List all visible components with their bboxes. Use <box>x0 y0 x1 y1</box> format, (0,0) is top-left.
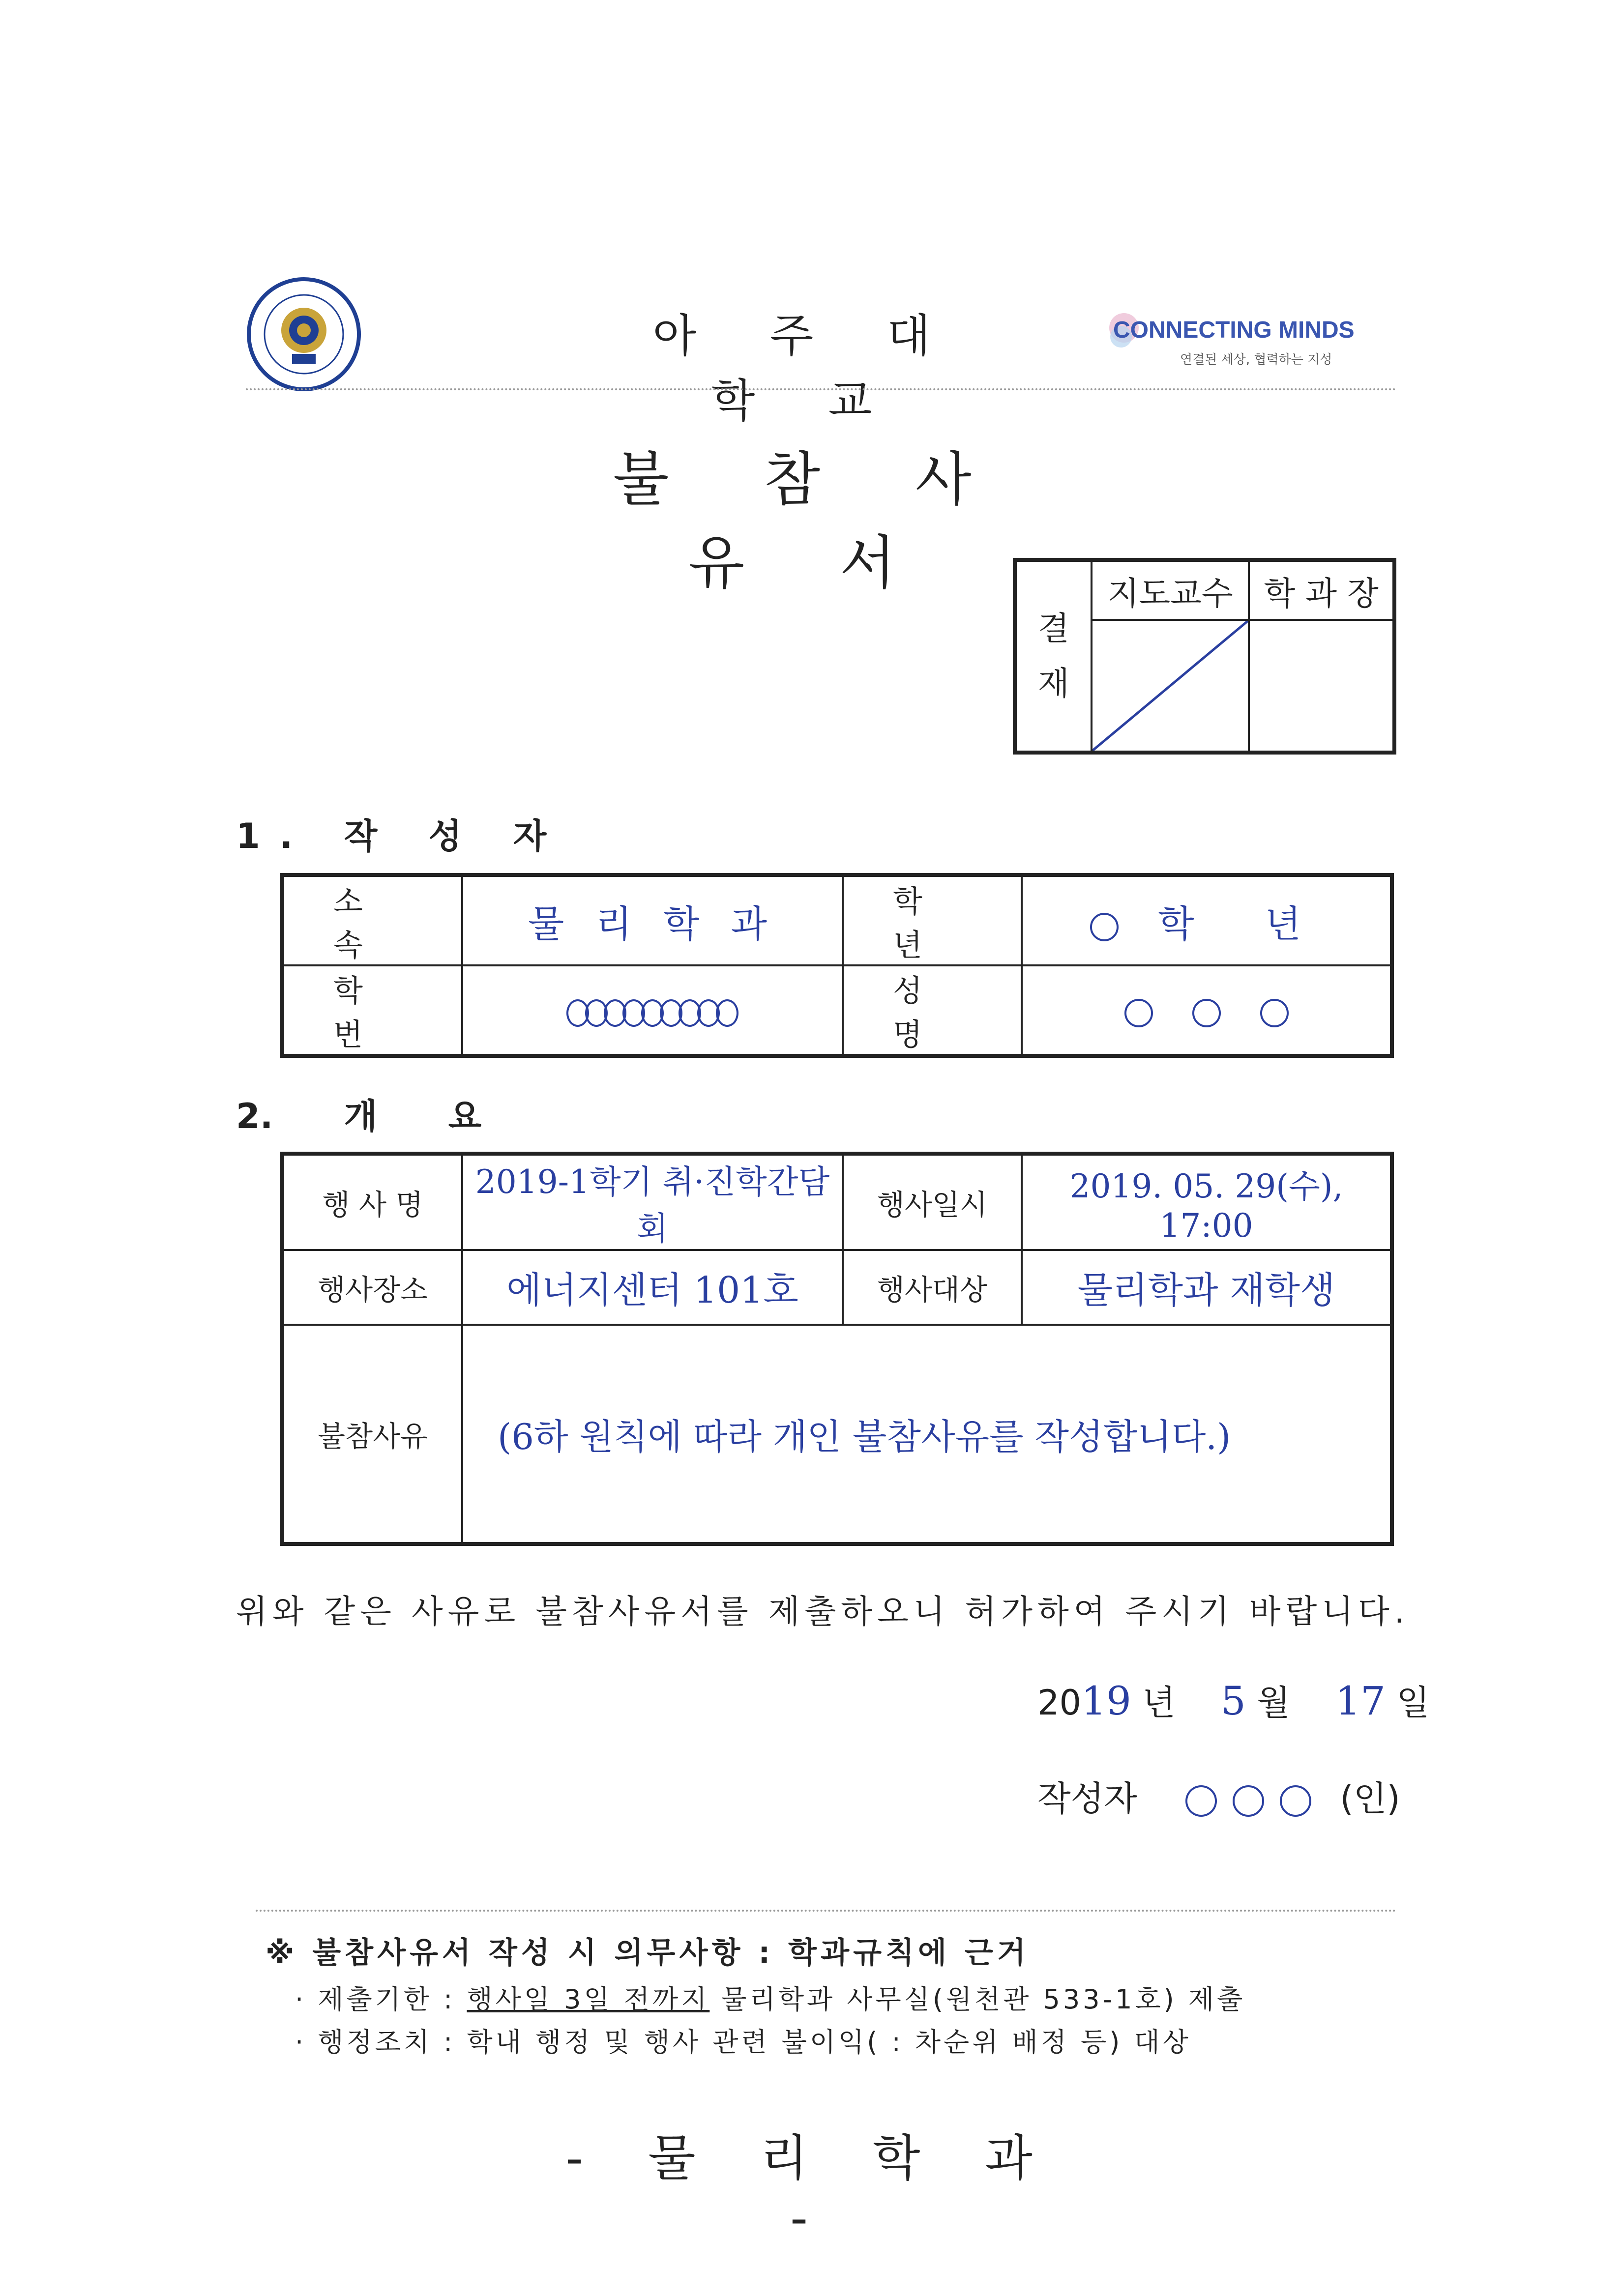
student-id-value[interactable] <box>462 965 843 1056</box>
affiliation-label: 소 속 <box>282 875 462 965</box>
closing-statement: 위와 같은 사유로 불참사유서를 제출하오니 허가하여 주시기 바랍니다. <box>236 1593 1410 1630</box>
affiliation-value[interactable]: 물 리 학 과 <box>462 875 843 965</box>
name-label: 성 명 <box>843 965 1022 1056</box>
header-divider <box>246 388 1396 390</box>
venue-value[interactable]: 에너지센터 101호 <box>462 1250 843 1325</box>
writer-table <box>280 873 1394 1058</box>
university-seal-logo <box>245 275 363 393</box>
connecting-minds-logo <box>1106 302 1382 376</box>
event-date-value[interactable]: 2019. 05. 29(수), 17:00 <box>1022 1154 1392 1250</box>
footer-department: - 물 리 학 과 - <box>565 2129 1057 2247</box>
svg-text:연결된 세상, 협력하는 지성: 연결된 세상, 협력하는 지성 <box>1180 352 1332 367</box>
notes-title: ※ 불참사유서 작성 시 의무사항 : 학과규칙에 근거 <box>266 1936 1030 1970</box>
name-value[interactable] <box>1022 965 1392 1056</box>
approval-advisor-sign[interactable] <box>1092 620 1249 753</box>
approval-box <box>1013 558 1396 755</box>
approval-col-dept-head: 학 과 장 <box>1249 560 1394 620</box>
approval-dept-head-sign[interactable] <box>1249 620 1394 753</box>
grade-value[interactable]: 학 년 <box>1022 875 1392 965</box>
student-id-label: 학 번 <box>282 965 462 1056</box>
form-title: 불 참 사 유 서 <box>613 445 1010 597</box>
venue-label: 행사장소 <box>282 1250 462 1325</box>
event-name-label: 행 사 명 <box>282 1154 462 1250</box>
note-deadline: · 제출기한 : 행사일 3일 전까지 물리학과 사무실(원천관 533-1호) 제출 <box>295 1984 1246 2015</box>
reason-value[interactable]: (6하 원칙에 따라 개인 불참사유를 작성합니다.) <box>462 1325 1392 1544</box>
svg-text:CONNECTING MINDS: CONNECTING MINDS <box>1113 317 1355 343</box>
target-value[interactable]: 물리학과 재학생 <box>1022 1250 1392 1325</box>
university-name: 아 주 대 학 교 <box>652 310 960 427</box>
event-date-label: 행사일시 <box>843 1154 1022 1250</box>
notes-divider <box>256 1910 1396 1912</box>
note-penalty: · 행정조치 : 학내 행정 및 행사 관련 불이익( : 차순위 배정 등) 대상 <box>295 2027 1191 2058</box>
overview-table <box>280 1152 1394 1546</box>
blank-circle <box>1090 913 1119 941</box>
approval-col-advisor: 지도교수 <box>1092 560 1249 620</box>
target-label: 행사대상 <box>843 1250 1022 1325</box>
section-overview-heading: 2. 개 요 <box>236 1096 482 1136</box>
author-signature-line: 작성자 (인) <box>1037 1778 1400 1819</box>
grade-label: 학 년 <box>843 875 1022 965</box>
reason-label: 불참사유 <box>282 1325 462 1544</box>
diagonal-strike <box>1093 621 1248 751</box>
section-writer-heading: 1. 작 성 자 <box>236 816 566 856</box>
approval-side-label: 결 재 <box>1015 560 1092 753</box>
submission-date: 2019 년 5 월 17 일 <box>1037 1678 1430 1724</box>
event-name-value[interactable]: 2019-1학기 취·진학간담회 <box>462 1154 843 1250</box>
